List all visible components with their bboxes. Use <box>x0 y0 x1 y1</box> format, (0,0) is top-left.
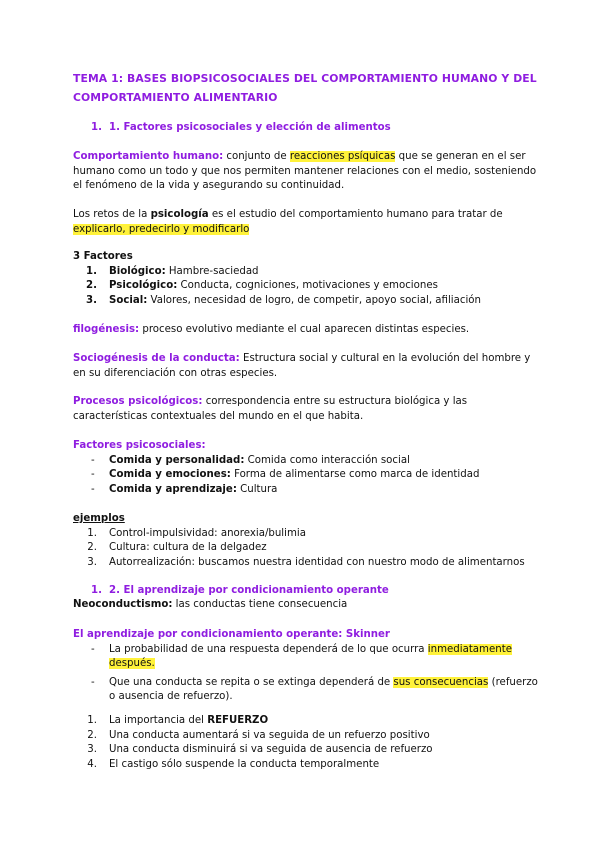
heading-text: 1. Factores psicosociales y elección de alimentos <box>109 122 391 133</box>
text: Cultura <box>236 483 278 495</box>
section-heading-1 <box>73 121 561 136</box>
term: Comportamiento humano: <box>73 151 224 162</box>
factores-list <box>73 265 543 309</box>
list-number: 3. <box>87 744 97 755</box>
list-number: 1. <box>87 527 97 539</box>
factores-psicosociales-block <box>73 439 543 497</box>
term: Social: <box>109 294 148 306</box>
text: La importancia del <box>109 715 208 726</box>
highlight: reacciones psíquicas <box>289 151 396 162</box>
list-item <box>73 743 543 758</box>
text: Comida como interacción social <box>244 454 410 466</box>
factores-title: 3 Factores <box>73 251 133 262</box>
text: El castigo sólo suspende la conducta temporalmente <box>109 758 380 770</box>
factores-block <box>73 250 543 308</box>
text: conjunto de <box>223 151 290 162</box>
paragraph-filogenesis <box>73 323 543 338</box>
section-title: El aprendizaje por condicionamiento operante: Skinner <box>73 629 390 640</box>
text: Estructura social y cultural en la evolución del hombre y en su diferenciación con otras especies. <box>73 353 531 379</box>
list-item <box>73 483 543 498</box>
skinner-block <box>73 628 543 705</box>
factores-psicosociales-list <box>73 454 543 498</box>
text: Hambre-saciedad <box>165 265 259 277</box>
section-heading-2 <box>73 584 543 599</box>
text: Control-impulsividad: anorexia/bulimia <box>109 527 306 539</box>
term: Comida y personalidad: <box>109 454 245 466</box>
text: proceso evolutivo mediante el cual aparecen distintas especies. <box>139 324 470 335</box>
bold-term: psicología <box>150 209 209 220</box>
text: La probabilidad de una respuesta dependerá de lo que ocurra <box>109 643 428 655</box>
highlight: explicarlo, predecirlo y modificarlo <box>73 223 250 235</box>
list-item <box>73 643 543 672</box>
section-title: Factores psicosociales: <box>73 440 206 451</box>
list-item <box>73 265 543 280</box>
text: es el estudio del comportamiento humano para tratar de <box>208 209 503 220</box>
list-number: 2. <box>87 729 97 741</box>
document-title: TEMA 1: BASES BIOPSICOSOCIALES DEL COMPORTAMIENTO HUMANO Y DEL COMPORTAMIENTO ALIMENTARIO <box>73 72 537 104</box>
list-number: 2. <box>86 280 97 291</box>
term: Comida y aprendizaje: <box>109 483 237 495</box>
term: Neoconductismo: <box>73 599 173 610</box>
list-item <box>73 279 543 294</box>
list-number: 1. <box>86 265 97 277</box>
list-number: 1. <box>87 715 97 726</box>
text: Conducta, cogniciones, motivaciones y emociones <box>177 280 438 291</box>
heading-text: 2. El aprendizaje por condicionamiento operante <box>109 585 389 596</box>
list-number: 4. <box>87 758 97 770</box>
list-number: 2. <box>87 542 97 553</box>
text: las conductas tiene consecuencia <box>172 599 348 610</box>
dash-bullet: - <box>91 469 95 480</box>
text: Que una conducta se repita o se extinga dependerá de <box>109 676 394 688</box>
highlight: sus consecuencias <box>393 676 489 688</box>
bold-term: REFUERZO <box>207 715 269 726</box>
heading-number: 1. <box>91 585 102 596</box>
ejemplos-list <box>73 527 543 571</box>
ejemplos-block <box>73 512 543 570</box>
list-item <box>73 729 543 744</box>
ejemplos-title: ejemplos <box>73 513 125 524</box>
paragraph-procesos <box>73 395 543 424</box>
term: Biológico: <box>109 265 166 277</box>
heading-number: 1. <box>91 122 102 133</box>
text: Una conducta disminuirá si va seguida de ausencia de refuerzo <box>109 744 433 755</box>
refuerzo-block <box>73 714 543 772</box>
term: Procesos psicológicos: <box>73 396 203 407</box>
text: Forma de alimentarse como marca de identidad <box>230 469 480 480</box>
list-item <box>73 541 543 556</box>
text: (refuerzo o ausencia de refuerzo). <box>109 676 538 702</box>
paragraph-sociogenesis <box>73 352 543 381</box>
text: Autorrealización: buscamos nuestra identidad con nuestro modo de alimentarnos <box>109 556 525 568</box>
term: Comida y emociones: <box>109 469 231 480</box>
text: correspondencia entre su estructura biológica y las características contextuales del mundo en el que habita. <box>73 396 468 422</box>
text: Los retos de la <box>73 209 151 220</box>
list-number: 3. <box>86 294 97 306</box>
list-item <box>73 454 543 469</box>
paragraph-retos <box>73 208 543 237</box>
paragraph-comportamiento <box>73 150 543 194</box>
term: filogénesis: <box>73 324 140 335</box>
dash-bullet: - <box>91 454 95 466</box>
dash-bullet: - <box>91 676 95 688</box>
list-item <box>73 714 543 729</box>
list-item <box>73 556 543 571</box>
term: Sociogénesis de la conducta: <box>73 353 240 364</box>
text: que se generan en el ser humano como un todo y que nos permiten mantener relaciones con el medio, sosteniendo el fenómeno de la vida y asegurando su continuidad. <box>73 151 537 191</box>
dash-bullet: - <box>91 643 95 655</box>
dash-bullet: - <box>91 483 95 495</box>
paragraph-neoconductismo <box>73 598 543 613</box>
term: Psicológico: <box>109 280 178 291</box>
list-item <box>73 527 543 542</box>
refuerzo-list <box>73 714 543 772</box>
text: Cultura: cultura de la delgadez <box>109 542 267 553</box>
text: Una conducta aumentará si va seguida de un refuerzo positivo <box>109 729 430 741</box>
list-item <box>73 294 543 309</box>
list-item <box>73 468 543 483</box>
list-item <box>73 676 543 705</box>
highlight: inmediatamente después. <box>109 643 512 669</box>
list-number: 3. <box>87 556 97 568</box>
text: Valores, necesidad de logro, de competir, apoyo social, afiliación <box>147 294 481 306</box>
skinner-list <box>73 643 543 705</box>
list-item <box>73 758 543 773</box>
